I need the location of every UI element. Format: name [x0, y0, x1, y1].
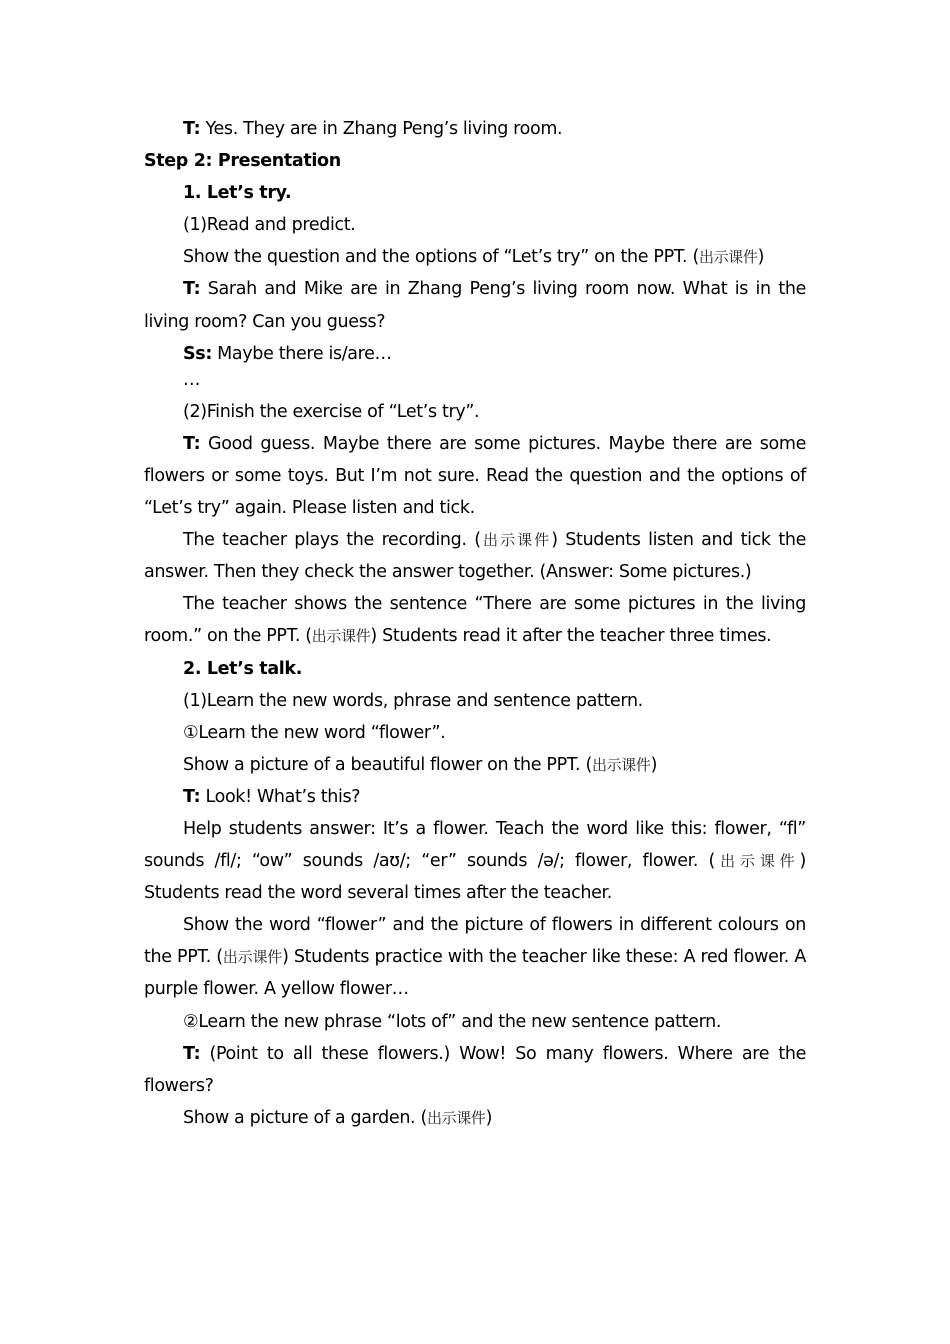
paragraph-text: Show the question and the options of “Let’s try” on the PPT. (	[183, 247, 699, 268]
chinese-note: 出示课件	[222, 948, 283, 967]
section-heading-lets-talk	[144, 653, 806, 685]
paragraph-text: ) Students practice with the teacher like these: A red flower. A purple flower. A yellow flower…	[144, 947, 806, 1000]
dialogue-students-maybe	[144, 338, 806, 370]
document-page	[144, 113, 806, 1134]
speaker-label: T:	[183, 279, 201, 300]
paragraph-show-question	[144, 241, 806, 273]
ellipsis-line: …	[183, 369, 201, 390]
speaker-label: T:	[183, 1043, 201, 1064]
paragraph-text: Show the word “flower” and the picture of flowers in different colours on the PPT. (	[144, 915, 806, 968]
paragraph-text: )	[485, 1107, 493, 1128]
dialogue-teacher-good-guess	[144, 428, 806, 524]
dialogue-text: Look! What’s this?	[200, 786, 361, 807]
paragraph-show-garden	[144, 1102, 806, 1134]
chinese-note: 出示课件	[311, 627, 371, 646]
subsection-finish-exercise: (2)Finish the exercise of “Let’s try”.	[183, 401, 480, 422]
item-learn-flower: ①Learn the new word “flower”.	[183, 722, 446, 743]
step-heading-text: Step 2: Presentation	[144, 151, 341, 172]
chinese-note: 出示课件	[698, 248, 758, 267]
section-heading-lets-try	[144, 177, 806, 209]
dialogue-text: Good guess. Maybe there are some pictures. Maybe there are some flowers or some toys. But I’m not sure. Read the question and the options of “Let’s try” again. Please listen and tick.	[144, 433, 806, 519]
paragraph-text: The teacher shows the sentence “There are some pictures in the living room.” on the PPT. (	[144, 594, 806, 647]
chinese-note: 出示课件	[426, 1108, 486, 1127]
speaker-label: T:	[183, 119, 201, 139]
paragraph-text: Help students answer: It’s a flower. Teach the word like this: flower, “fl” sounds /fl/; “ow” sounds /aʊ/; “er” sounds /ə/; flower, flower. (	[144, 818, 806, 872]
dialogue-text: (Point to all these flowers.) Wow! So many flowers. Where are the flowers?	[144, 1043, 806, 1096]
paragraph-text: )	[650, 754, 658, 775]
subsection-read-predict: (1)Read and predict.	[183, 215, 356, 236]
item-learn-lots-of: ②Learn the new phrase “lots of” and the new sentence pattern.	[183, 1011, 722, 1032]
dialogue-teacher-point	[144, 1038, 806, 1102]
section-heading-text: 1. Let’s try.	[183, 183, 292, 204]
paragraph-text: ) Students read the word several times after the teacher.	[144, 851, 806, 904]
dialogue-teacher-yes	[144, 113, 806, 145]
paragraph-text: The teacher plays the recording. (	[183, 530, 481, 551]
paragraph-help-students	[144, 813, 806, 909]
speaker-label: T:	[183, 433, 201, 454]
paragraph-text: Show a picture of a garden. (	[183, 1107, 427, 1128]
chinese-note: 出示课件	[480, 531, 552, 550]
paragraph-text: )	[757, 247, 765, 268]
subsection-learn-new-words: (1)Learn the new words, phrase and sentence pattern.	[183, 690, 643, 711]
dialogue-text: Sarah and Mike are in Zhang Peng’s living room now. What is in the living room? Can you guess?	[144, 279, 806, 332]
paragraph-text: ) Students read it after the teacher three times.	[370, 626, 772, 647]
paragraph-flower-colours	[144, 909, 806, 1005]
step-heading	[144, 145, 806, 177]
section-heading-text: 2. Let’s talk.	[183, 658, 303, 679]
paragraph-sentence	[144, 588, 806, 652]
paragraph-text: ) Students listen and tick the answer. Then they check the answer together. (Answer: Some pictures.)	[144, 530, 806, 583]
dialogue-text: Yes. They are in Zhang Peng’s living room.	[200, 119, 563, 139]
paragraph-recording	[144, 524, 806, 588]
paragraph-text: Show a picture of a beautiful flower on the PPT. (	[183, 754, 592, 775]
paragraph-show-flower	[144, 749, 806, 781]
dialogue-text: Maybe there is/are…	[211, 343, 392, 364]
chinese-note: 出示课件	[714, 852, 800, 871]
dialogue-teacher-guess	[144, 273, 806, 337]
chinese-note: 出示课件	[591, 755, 651, 774]
dialogue-teacher-look	[144, 781, 806, 813]
speaker-label: T:	[183, 786, 201, 807]
speaker-label: Ss:	[183, 343, 212, 364]
